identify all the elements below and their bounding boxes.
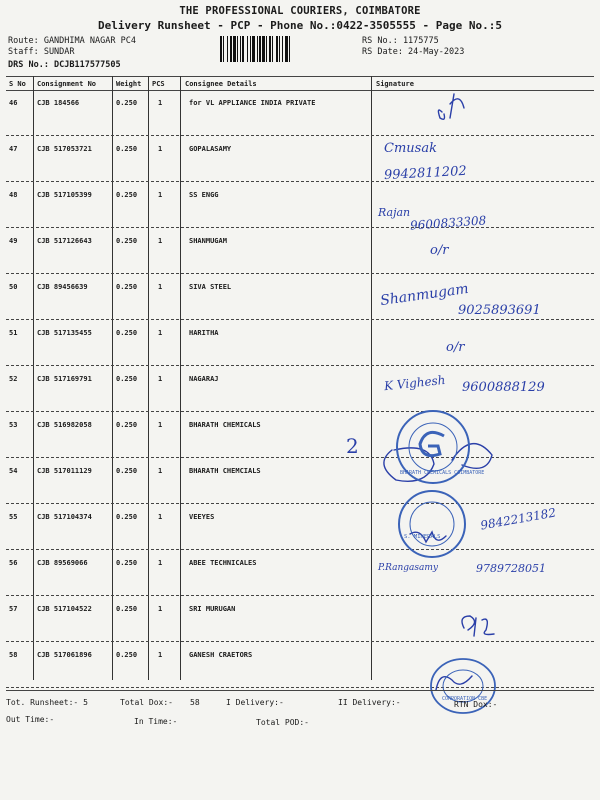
row-consignee: NAGARAJ	[189, 375, 219, 383]
sig-48-phone: 9600833308	[409, 213, 487, 233]
row-pcs: 1	[158, 605, 163, 613]
row-weight: 0.250	[116, 605, 138, 613]
row-pcs: 1	[158, 467, 163, 475]
row-weight: 0.250	[116, 329, 138, 337]
row-sno: 52	[9, 375, 18, 383]
row-sno: 46	[9, 99, 18, 107]
row-consignee: SIVA STEEL	[189, 283, 232, 291]
in-time: In Time:-	[134, 717, 178, 726]
rs-date: RS Date: 24-May-2023	[362, 47, 465, 57]
row-pcs: 1	[158, 145, 163, 153]
rs-number: RS No.: 1175775	[362, 36, 439, 46]
row-weight: 0.250	[116, 513, 138, 521]
sig-53-number: 2	[346, 434, 359, 458]
sig-55-phone: 9842213182	[479, 505, 557, 533]
row-consignee: ABEE TECHNICALES	[189, 559, 257, 567]
row-consignee: GANESH CRAETORS	[189, 651, 253, 659]
col-divider	[371, 76, 372, 680]
header-rule-bottom	[6, 90, 594, 91]
row-sno: 50	[9, 283, 18, 291]
row-weight: 0.250	[116, 99, 138, 107]
row-separator	[6, 135, 594, 136]
bharath-stamp-text: BHARATH CHEMICALS COIMBATORE	[400, 470, 485, 476]
row-sno: 53	[9, 421, 18, 429]
total-pod: Total POD:-	[256, 718, 309, 727]
sig-56-phone: 9789728051	[476, 562, 546, 575]
row-separator	[6, 227, 594, 228]
row-pcs: 1	[158, 375, 163, 383]
barcode-icon	[218, 36, 346, 62]
row-consignee: VEEYES	[189, 513, 215, 521]
row-separator	[6, 503, 594, 504]
runsheet-subtitle: Delivery Runsheet - PCP - Phone No.:0422-3505555 - Page No.:5	[98, 19, 502, 32]
header-rule-top	[6, 76, 594, 77]
col-divider	[33, 76, 34, 680]
sig-48-name: Rajan	[378, 206, 411, 219]
row-pcs: 1	[158, 651, 163, 659]
sig-56-name: P.Rangasamy	[378, 563, 438, 573]
row-consignment: CJB 516982058	[37, 421, 92, 429]
sig-47-name: Cmusak	[384, 141, 437, 156]
col-pcs: PCS	[152, 80, 165, 88]
row-consignee: SHANMUGAM	[189, 237, 227, 245]
row-pcs: 1	[158, 191, 163, 199]
row-consignment: CJB 517104522	[37, 605, 92, 613]
col-weight: Weight	[116, 80, 142, 88]
sig-49-mark: o/r	[430, 243, 449, 258]
col-divider	[148, 76, 149, 680]
ii-delivery: II Delivery:-	[338, 698, 401, 707]
row-pcs: 1	[158, 559, 163, 567]
row-separator	[6, 319, 594, 320]
row-weight: 0.250	[116, 375, 138, 383]
row-separator	[6, 457, 594, 458]
tot-runsheet: Tot. Runsheet:- 5	[6, 698, 88, 707]
row-separator	[6, 411, 594, 412]
row-sno: 47	[9, 145, 18, 153]
row-weight: 0.250	[116, 283, 138, 291]
row-consignee: BHARATH CHEMCIALS	[189, 467, 261, 475]
row-sno: 56	[9, 559, 18, 567]
row-pcs: 1	[158, 99, 163, 107]
col-signature: Signature	[376, 80, 414, 88]
row-separator	[6, 549, 594, 550]
row-separator	[6, 365, 594, 366]
sig-52-phone: 9600888129	[462, 380, 545, 395]
row-consignment: CJB 517061896	[37, 651, 92, 659]
total-dox-value: 58	[190, 698, 200, 707]
col-consignment: Consignment No	[37, 80, 97, 88]
row-consignment: CJB 517169791	[37, 375, 92, 383]
row-consignment: CJB 89456639	[37, 283, 88, 291]
row-consignment: CJB 89569066	[37, 559, 88, 567]
row-consignment: CJB 517135455	[37, 329, 92, 337]
out-time: Out Time:-	[6, 715, 55, 724]
row-pcs: 1	[158, 421, 163, 429]
staff-label: Staff: SUNDAR	[8, 47, 75, 57]
row-weight: 0.250	[116, 145, 138, 153]
row-consignment: CJB 517011129	[37, 467, 92, 475]
row-weight: 0.250	[116, 651, 138, 659]
row-weight: 0.250	[116, 191, 138, 199]
row-sno: 51	[9, 329, 18, 337]
row-sno: 57	[9, 605, 18, 613]
row-consignment: CJB 184566	[37, 99, 80, 107]
row-consignment: CJB 517053721	[37, 145, 92, 153]
row-separator	[6, 273, 594, 274]
row-consignee: SS ENGG	[189, 191, 219, 199]
row-consignee: SRI MURUGAN	[189, 605, 236, 613]
row-pcs: 1	[158, 329, 163, 337]
route-label: Route: GANDHIMA NAGAR PC4	[8, 36, 136, 46]
row-pcs: 1	[158, 237, 163, 245]
drs-number: DRS No.: DCJB117577505	[8, 60, 121, 70]
row-consignee: BHARATH CHEMICALS	[189, 421, 261, 429]
row-separator	[6, 687, 594, 688]
signatures-overlay	[372, 90, 600, 690]
row-consignment: CJB 517126643	[37, 237, 92, 245]
row-separator	[6, 595, 594, 596]
rtn-dox: RTN Dox:-	[454, 700, 498, 709]
sig-50-phone: 9025893691	[458, 303, 541, 318]
row-consignee: HARITHA	[189, 329, 219, 337]
company-title: THE PROFESSIONAL COURIERS, COIMBATORE	[179, 5, 421, 17]
row-separator	[6, 181, 594, 182]
row-separator	[6, 641, 594, 642]
col-divider	[112, 76, 113, 680]
row-sno: 48	[9, 191, 18, 199]
row-consignment: CJB 517105399	[37, 191, 92, 199]
row-weight: 0.250	[116, 237, 138, 245]
sig-51-mark: o/r	[446, 340, 465, 355]
footer-rule	[6, 690, 594, 691]
corporation-stamp-text: CORPORATION CBE	[442, 696, 488, 702]
row-consignment: CJB 517104374	[37, 513, 92, 521]
sig-47-phone: 9942811202	[383, 163, 468, 184]
row-sno: 55	[9, 513, 18, 521]
sig-52-name: K Vighesh	[383, 372, 447, 394]
col-divider	[180, 76, 181, 680]
row-weight: 0.250	[116, 421, 138, 429]
row-consignee: for VL APPLIANCE INDIA PRIVATE	[189, 99, 316, 107]
total-dox-label: Total Dox:-	[120, 698, 173, 707]
col-sno: S No	[9, 80, 26, 88]
row-weight: 0.250	[116, 559, 138, 567]
row-pcs: 1	[158, 513, 163, 521]
row-weight: 0.250	[116, 467, 138, 475]
col-consignee: Consignee Details	[185, 80, 257, 88]
bharath-stamp-icon	[394, 408, 472, 486]
i-delivery: I Delivery:-	[226, 698, 284, 707]
row-sno: 49	[9, 237, 18, 245]
sig-50-name: Shanmugam	[379, 280, 470, 310]
row-consignee: GOPALASAMY	[189, 145, 232, 153]
minerals-stamp-text: S. MINERALS	[404, 534, 441, 540]
row-sno: 58	[9, 651, 18, 659]
row-pcs: 1	[158, 283, 163, 291]
row-sno: 54	[9, 467, 18, 475]
